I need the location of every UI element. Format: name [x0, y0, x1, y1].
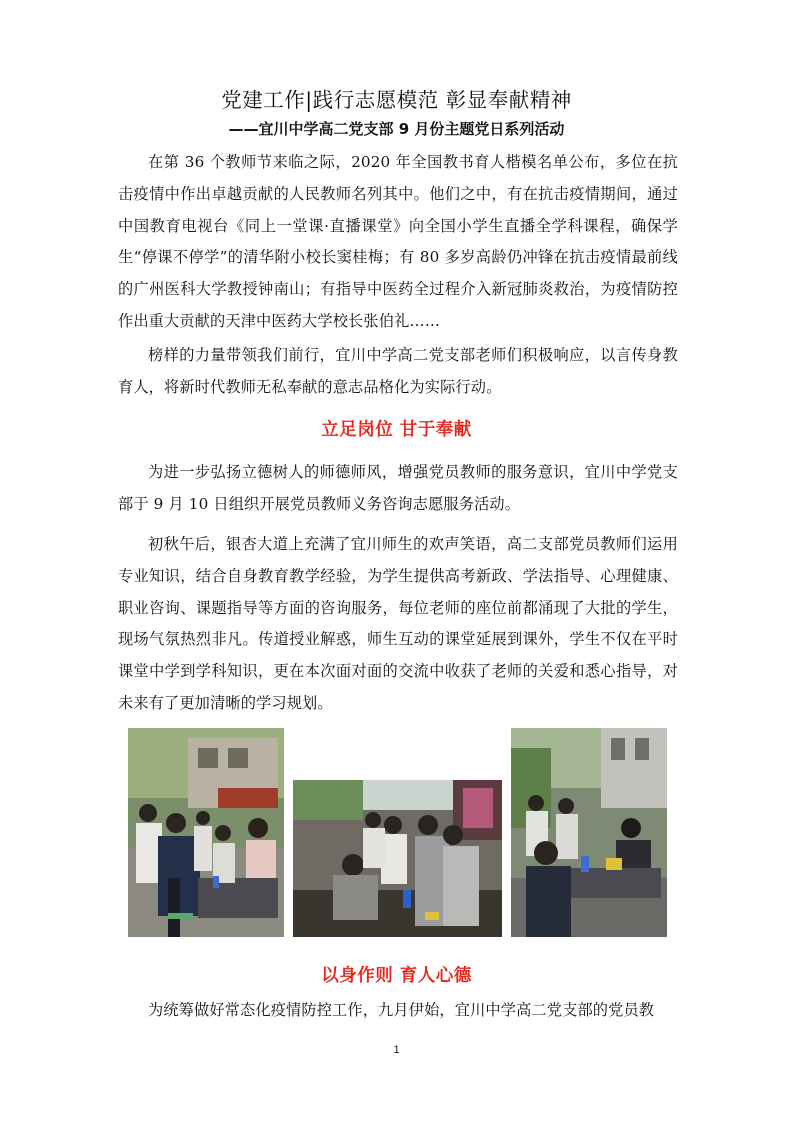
paragraph-response: 榜样的力量带领我们前行，宜川中学高二党支部老师们积极响应，以言传身教育人，将新时代教师无私奉献的意志品格化为实际行动。 — [118, 346, 678, 396]
document-subtitle: ——宜川中学高二党支部 9 月份主题党日系列活动 — [228, 120, 565, 138]
volunteer-consultation-photo-2 — [293, 780, 502, 937]
paragraph-autumn: 初秋午后，银杏大道上充满了宜川师生的欢声笑语，高二支部党员教师们运用专业知识，结合自身教育教学经验，为学生提供高考新政、学法指导、心理健康、职业咨询、课题指导等方面的咨询服务，每位老师的座位前都涌现了大批的学生，现场气氛热烈非凡。传道授业解惑，师生互动的课堂延展到课外，学生不仅在平时课堂中学到学科知识，更在本次面对面的交流中收获了老师的关爱和悉心指导，对未来有了更加清晰的学习规划。 — [118, 535, 678, 712]
document-title: 党建工作|践行志愿模范 彰显奉献精神 — [221, 88, 572, 112]
volunteer-consultation-photo-3 — [511, 728, 667, 937]
page-number: 1 — [393, 1044, 400, 1056]
section-heading-2: 以身作则 育人心德 — [321, 966, 472, 986]
paragraph-epidemic: 为统筹做好常态化疫情防控工作，九月伊始，宜川中学高二党支部的党员教 — [148, 1001, 655, 1019]
paragraph-intro: 在第 36 个教师节来临之际，2020 年全国教书育人楷模名单公布，多位在抗击疫情中作出卓越贡献的人民教师名列其中。他们之中，有在抗击疫情期间，通过中国教育电视台《同上一堂课·直播课堂》向全国小学生直播全学科课程，确保学生“停课不停学”的清华附小校长窦桂梅；有 80 多岁高龄仍冲锋在抗击疫情最前线的广州医科大学教授钟南山；有指导中医药全过程介入新冠肺炎救治，为疫情防控作出重大贡献的天津中医药大学校长张伯礼…… — [118, 153, 678, 330]
section-heading-1: 立足岗位 甘于奉献 — [321, 420, 472, 440]
volunteer-consultation-photo-1 — [128, 728, 284, 937]
paragraph-activity: 为进一步弘扬立德树人的师德师风，增强党员教师的服务意识，宜川中学党支部于 9 月 10 日组织开展党员教师义务咨询志愿服务活动。 — [118, 463, 678, 513]
